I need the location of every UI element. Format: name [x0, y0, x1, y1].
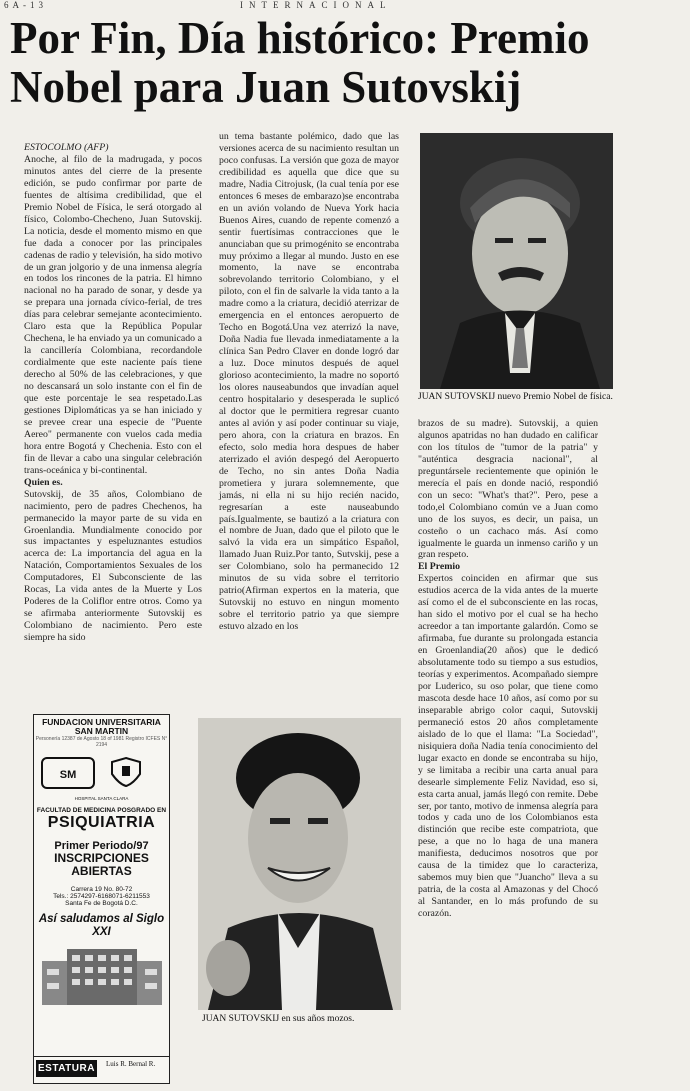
article-paragraph: un tema bastante polémico, dado que las versiones acerca de su nacimiento resultan un poco confusas. La versión que goza de mayor credibilidad es aquella que dice que su madre, Nadia Citrojusk, (la cual tenía por ese entonces 6 meses de embarazo)se encontraba en un avión volando de Nueva York hacia Buenos Aires, cuando de repente comenzó a sentir fuertísimas contracciones que le anunciaban que su primogénito se encontraba muy próximo a llegar al mundo. Justo en ese momento, la nave se encontraba sobrevolando territorio Colombiano, y el piloto, con el fin de salvarle la vida tanto a la madre como a la criatura, decidió aterrizar de emergencia en el entonces aeropuerto de Techo en Bogotá.Una vez aterrizó la nave, Doña Nadia fue llevada inmediatamente a la clínica San Pedro Claver en donde logró dar a luz. Doce minutos después de aquel glorioso acontecimiento, la madre no soportó los olores nauseabundos que invadían aquel centro hospitalario y desesperada le suplicó al doctor que le permitiera regresar cuanto antes al avión y así poder continuar su viaje, pero ahora, con la criatura en brazos. En efecto, solo media hora despues de haber aterrizado el avión despegó del Aeropuerto de Techo, no sin antes Doña Nadia prometiera y jurara solemnemente, que jamás, ni ella ni su hijo recién nacido, regresarían a este nauseabundo país.Igualmente, se bautizó a la criatura con el nombre de Juan, dado que el piloto que le salvó la vida era un simpático Español, llamado Juan Ruiz.Por tanto, Sutvskij, pese a ser Colombiano, solo ha permanecido 12 minutos de su vida sobre el territorio patrio(Afirman expertos en la materia, que Sutovskij no estuvo en ningun momento sobre el territorio patrio ya que siempre estuvo alzado en los — [219, 131, 399, 633]
headline: Por Fin, Día histórico: Premio Nobel para Juan Sutovskij — [10, 13, 590, 112]
ad-logos — [34, 752, 169, 796]
sponsor-name: Luis R. Bernal R. — [106, 1060, 156, 1068]
young-man-portrait-icon — [198, 718, 401, 1010]
article-paragraph: Expertos coinciden en afirmar que sus estudios acerca de la vida antes de la muerte así como el de el subconsciente en las rocas, han sido el motivo por el cual se ha hecho acreedor a tan importante galardón. Como se afirmaba, fue durante su prolongada estancia en Groenlandia(20 años) que le dedicó absolutamente todo su tiempo a sus estudios, teorías y experimentos. Acompañado siempre por Luderico, su oso polar, que tiene como mascota desde hace 10 años, así como por su inseparable abrigo color caqui, Sutovskij permaneció estos 20 años completamente aislado de lo que el llama: "La Sociedad", nisiquiera doña Nadia tenía conocimiento del lugar exacto en donde se encontraba su hijo, y se limitaba a recibir una carta anual para desearle simplemente Feliz Navidad, eso si, esta carta anual, jamás llegó con remite. Debe ser, por tanto, motivo de inmensa alegría para todos y cada uno de los Colombianos esta distinción que recibe este compatriota, que pese, a que no lo haga de una manera manifiesta, deducimos nosotros que por causa de la timidez que lo caracteriza, sabemos muy bien que "Juancho" lleva a su patria, de la costa al Amazonas y del Chocó al Santander, en lo más profundo de su corazón. — [418, 573, 598, 920]
article-column-2 — [219, 131, 399, 633]
ad-resolution: Personería 12387 de Agosto 18 of 1981 Registro ICFES N° 2194 — [35, 736, 168, 748]
sponsor-logo: ESTATURA — [36, 1060, 97, 1077]
page-header — [0, 0, 690, 12]
ad-period: Primer Periodo/97 — [54, 840, 149, 852]
ad-city: Santa Fe de Bogotá D.C. — [65, 900, 138, 907]
subhead-quien-es: Quien es. — [24, 476, 63, 488]
university-logo-icon — [34, 752, 169, 796]
university-advertisement — [33, 714, 170, 1084]
subhead-el-premio: El Premio — [418, 561, 460, 573]
ad-phones: Tels.: 2574297-6168071-6211553 — [53, 893, 150, 900]
svg-text:SM: SM — [59, 769, 77, 781]
ad-enrollment: INSCRIPCIONES ABIERTAS — [54, 851, 149, 878]
ad-address: Carrera 19 No. 80-72 — [70, 886, 133, 893]
ad-hospital-badge: HOSPITAL SANTA CLARA — [74, 796, 129, 801]
ad-institution: FUNDACION UNIVERSITARIA SAN MARTIN — [42, 717, 161, 736]
portrait-photo — [420, 133, 613, 389]
article-paragraph: Sutovskij, de 35 años, Colombiano de nacimiento, pero de padres Chechenos, ha permanecido la mayor parte de su vida en Groenlandia. Mundialmente conocido por sus impactantes y espeluznantes estudios acerca de: La importancia del agua en la Natación, Comportamientos Sexuales de los Computadores, El Subconsciente de las Rocas, La vida antes de la Muerte y Los Poderes de la Coliflor entre otros. Como ya se afirmaba anteriormente Sutovskij es Colombiano de nacimiento. Pero este siempre ha sido — [24, 488, 202, 644]
ad-faculty: FACULTAD DE MEDICINA POSGRADO EN — [36, 807, 167, 814]
building-icon — [37, 941, 167, 1009]
top-photo-caption: JUAN SUTOVSKIJ nuevo Premio Nobel de física. — [418, 392, 613, 402]
section-label: INTERNACIONAL — [240, 0, 392, 10]
article-column-3 — [418, 418, 598, 920]
youth-photo — [198, 718, 401, 1010]
dateline: ESTOCOLMO (AFP) — [24, 142, 109, 153]
man-portrait-icon — [420, 133, 613, 389]
article-column-1 — [24, 142, 202, 644]
article-paragraph: Anoche, al filo de la madrugada, y pocos minutos antes del cierre de la presente edición, se pudo confirmar por parte de fuentes de altísima credibilidad, que el Premio Nobel de Física, le será otorgado al físico, Colombo-Checheno, Juan Sutovskij. La noticia, desde el momento mismo en que fue dada a conocer por las principales cadenas de radio y televisión, ha sido motivo de un gran jolgorio y de una inmensa alegría en todos los rincones de la patria. El himno nacional no ha parado de sonar, y desde ya se prepara una jornada cívico-ferial, de tres días para celebrar semejante acontecimiento. Claro esta que la República Popular Chechena, le ha enviado ya un comunicado a la cancillería Colombiana, recordandole cordialmente que este naciente país tiene derecho al 50% de las celebraciones, y que no descansará un solo instante con el fin de que este porcentaje le sea respetado.Las gestiones Diplomáticas ya se han iniciado y se prevee crear una especie de "Puente Aereo" permanente con vuelos cada media hora entre Bogotá y Chechenia. Esto con el fin de llevar a cabo una singular celebración trans-oceánica y bi-continental. — [24, 153, 202, 476]
article-paragraph: brazos de su madre). Sutovskij, a quien algunos apatridas no han dudado en calificar con los títulos de "tumor de la patria" y "auténtica desgracia nacional", al preguntársele recientemente que opinión le merecía el país en donde nació, respondió con un seco: "What's that?". Pero, pese a todo,el Colombiano común ve a Juan como uno de los suyos, es decir, un paisa, un costeño o un cachaco más. Así como igualmente le guarda un inmenso cariño y un gran respeto. — [418, 418, 598, 561]
ad-sponsor-bar — [34, 1056, 169, 1083]
ad-program: PSIQUIATRIA — [47, 814, 156, 831]
bottom-photo-caption: JUAN SUTOVSKIJ en sus años mozos. — [202, 1014, 355, 1024]
page-label: 6A-13 — [4, 0, 47, 10]
ad-slogan: Así saludamos al Siglo XXI — [38, 913, 165, 938]
